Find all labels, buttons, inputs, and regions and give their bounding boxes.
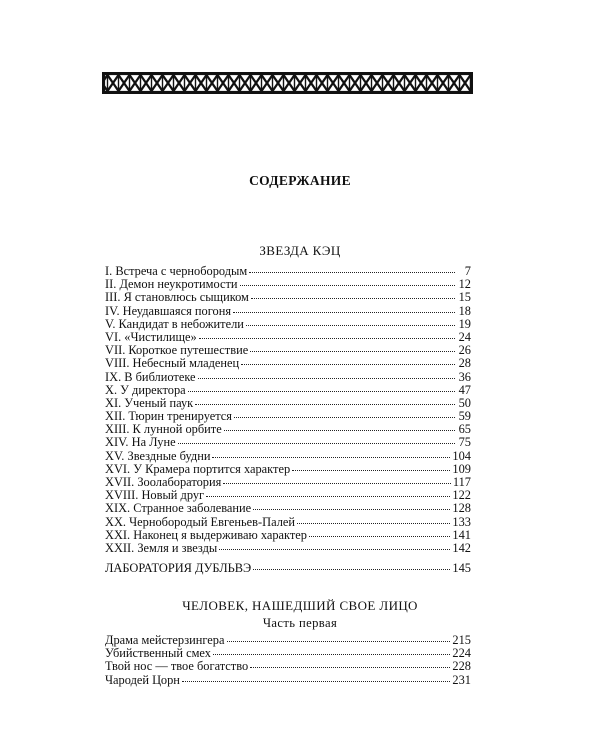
toc-entry-title: Чародей Цорн — [105, 672, 180, 687]
section-heading-chelovek: ЧЕЛОВЕК, НАШЕДШИЙ СВОЕ ЛИЦО — [182, 598, 418, 613]
toc-entry-title: XII. Тюрин тренируется — [105, 409, 233, 424]
toc-entry-title: XI. Ученый паук — [105, 395, 194, 410]
toc-entry[interactable] — [105, 502, 471, 515]
toc-entry[interactable] — [105, 674, 471, 687]
toc-entry-page: 19 — [458, 316, 471, 331]
toc-entry-leader — [250, 667, 450, 668]
toc-entry-leader — [241, 364, 455, 365]
toc-entry-page: 109 — [452, 461, 471, 476]
toc-entry-title: VII. Короткое путешествие — [105, 343, 249, 358]
toc-entry-page: 231 — [452, 672, 471, 687]
page-title: СОДЕРЖАНИЕ — [249, 173, 351, 188]
toc-entry-page: 141 — [452, 527, 471, 542]
toc-entry-leader — [213, 654, 450, 655]
toc-entry-leader — [253, 509, 450, 510]
section-heading-zvezda-kets: ЗВЕЗДА КЭЦ — [259, 243, 341, 258]
toc-entry[interactable] — [105, 318, 471, 331]
toc-entry-leader — [253, 569, 450, 570]
toc-entry-page: 28 — [458, 356, 471, 371]
toc-entry-leader — [240, 285, 455, 286]
toc-entry-title: V. Кандидат в небожители — [105, 316, 244, 331]
interlace-ornament-icon — [102, 72, 473, 94]
toc-entry-leader — [219, 549, 450, 550]
toc-entry-leader — [212, 457, 450, 458]
toc-entry[interactable] — [105, 516, 471, 529]
toc-entry-page: 128 — [452, 501, 471, 516]
toc-entry-page: 228 — [452, 659, 471, 674]
toc-entry-page: 24 — [458, 329, 471, 344]
toc-entry-leader — [195, 404, 455, 405]
toc-entry-page: 133 — [452, 514, 471, 529]
toc-entry-title: IV. Неудавшаяся погоня — [105, 303, 232, 318]
toc-entry-leader — [178, 443, 455, 444]
toc-entry-laboratoriya[interactable] — [105, 562, 471, 575]
toc-entry[interactable] — [105, 542, 471, 555]
toc-entry[interactable] — [105, 529, 471, 542]
toc-entry-page: 75 — [458, 435, 471, 450]
toc-entry[interactable] — [105, 660, 471, 673]
toc-entry-title: X. У директора — [105, 382, 186, 397]
toc-entry-title: VI. «Чистилище» — [105, 329, 197, 344]
toc-entry-page: 26 — [458, 343, 471, 358]
toc-entry-title: II. Демон неукротимости — [105, 277, 238, 292]
toc-entry[interactable] — [105, 305, 471, 318]
toc-entry-title: III. Я становлюсь сыщиком — [105, 290, 249, 305]
toc-entry[interactable] — [105, 371, 471, 384]
toc-entry-leader — [199, 338, 455, 339]
toc-entry-title: Убийственный смех — [105, 646, 211, 661]
toc-entry-title: XX. Чернобородый Евгеньев-Палей — [105, 514, 296, 529]
toc-entry-title: XXI. Наконец я выдерживаю характер — [105, 527, 308, 542]
toc-entry-page: 117 — [452, 475, 471, 489]
toc-entry-leader — [198, 378, 455, 379]
toc-entry-page: 12 — [458, 277, 471, 292]
toc-entry-title: IX. В библиотеке — [105, 369, 196, 384]
toc-entry-leader — [246, 325, 455, 326]
toc-entry-leader — [292, 470, 450, 471]
toc-entry-leader — [250, 351, 455, 352]
toc-entry-title: XIII. К лунной орбите — [105, 422, 222, 437]
toc-entry[interactable] — [105, 450, 471, 463]
toc-entry-leader — [227, 641, 451, 642]
toc-entry-leader — [223, 483, 451, 484]
toc-entry-leader — [224, 430, 455, 431]
toc-entry[interactable] — [105, 384, 471, 397]
toc-entry-page: 36 — [458, 369, 471, 384]
toc-entry-title: XV. Звездные будни — [105, 448, 211, 463]
toc-entry-leader — [297, 523, 450, 524]
toc-entry-page: 145 — [452, 561, 471, 575]
toc-entry-page: 215 — [452, 633, 471, 647]
toc-list-chelovek — [105, 634, 471, 687]
toc-entry-leader — [182, 681, 450, 682]
toc-entry[interactable] — [105, 291, 471, 304]
toc-entry-title: ЛАБОРАТОРИЯ ДУБЛЬВЭ — [105, 561, 252, 575]
toc-entry-leader — [309, 536, 450, 537]
toc-entry-page: 59 — [458, 409, 471, 424]
toc-entry-title: Твой нос — твое богатство — [105, 659, 249, 674]
toc-entry-page: 142 — [452, 540, 471, 555]
toc-entry[interactable] — [105, 436, 471, 449]
toc-entry-leader — [234, 417, 455, 418]
toc-entry-leader — [206, 496, 450, 497]
toc-entry-title: VIII. Небесный младенец — [105, 356, 240, 371]
toc-entry-title: XVII. Зоолаборатория — [105, 475, 222, 489]
toc-entry-page: 7 — [464, 264, 471, 278]
toc-entry-page: 122 — [452, 488, 471, 503]
toc-entry-page: 104 — [452, 448, 471, 463]
toc-entry-title: XIX. Странное заболевание — [105, 501, 252, 516]
toc-entry-page: 224 — [452, 646, 471, 661]
toc-entry-title: XVIII. Новый друг — [105, 488, 205, 503]
toc-entry-title: XIV. На Луне — [105, 435, 176, 450]
toc-entry-leader — [249, 272, 455, 273]
toc-entry-leader — [251, 298, 455, 299]
section-subheading-chast-pervaya: Часть первая — [262, 616, 338, 630]
toc-entry-page: 15 — [458, 290, 471, 305]
toc-entry-page: 65 — [458, 422, 471, 437]
toc-list-zvezda-kets — [105, 265, 471, 555]
toc-entry-leader — [233, 312, 455, 313]
toc-entry-leader — [188, 391, 455, 392]
toc-entry-title: Драма мейстерзингера — [105, 633, 225, 647]
toc-entry-page: 18 — [458, 303, 471, 318]
toc-entry-page: 50 — [458, 395, 471, 410]
toc-entry-title: XXII. Земля и звезды — [105, 540, 218, 555]
toc-entry-title: I. Встреча с чернобородым — [105, 264, 248, 278]
toc-entry-title: XVI. У Крамера портится характер — [105, 461, 291, 476]
toc-entry-page: 47 — [458, 382, 471, 397]
toc-entry[interactable] — [105, 357, 471, 370]
